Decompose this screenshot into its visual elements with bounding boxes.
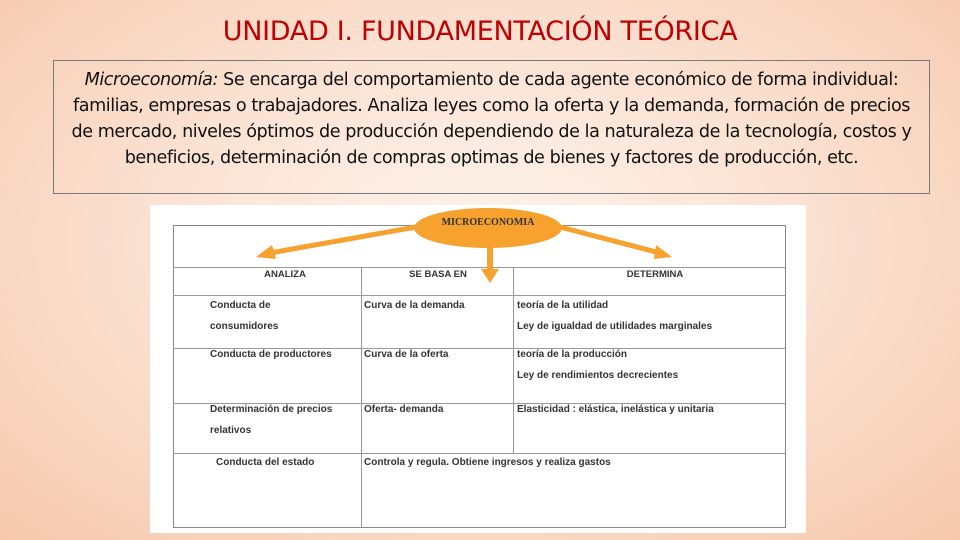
cell-se-basa-en: Controla y regula. Obtiene ingresos y realiza gastos: [364, 457, 611, 468]
cell-analiza: Conducta de productores: [210, 349, 332, 360]
cell-determina: teoría de la producción: [517, 349, 628, 360]
cell-analiza: Determinación de precios: [210, 404, 333, 415]
cell-analiza: Conducta del estado: [216, 457, 315, 468]
cell-analiza: Conducta de: [210, 300, 271, 311]
header-determina: DETERMINA: [626, 269, 684, 280]
header-se-basa-en: SE BASA EN: [409, 269, 467, 280]
cell-determina: Ley de igualdad de utilidades marginales: [517, 321, 713, 332]
arrows-graphic: [150, 205, 806, 533]
cell-se-basa-en: Curva de la oferta: [364, 349, 449, 360]
cell-determina: Ley de rendimientos decrecientes: [517, 370, 679, 381]
cell-se-basa-en: Oferta- demanda: [364, 404, 444, 415]
definition-box: [53, 60, 930, 194]
cell-analiza: relativos: [210, 425, 252, 436]
microeconomia-label: MICROECONOMIA: [441, 217, 535, 228]
slide-title: UNIDAD I. FUNDAMENTACIÓN TEÓRICA: [222, 16, 738, 47]
header-analiza: ANALIZA: [264, 269, 306, 280]
definition-text: Se encarga del comportamiento de cada agente económico de forma individual: familias, empresas o trabajadores. Analiza leyes como la oferta y la demanda, formación de precios de mercado, niveles óptimos de producción dependiendo de la naturaleza de la tecnología, costos y beneficios, determinación de compras optimas de bienes y factores de producción, etc.: [71, 70, 912, 168]
cell-determina: Elasticidad : elástica, inelástica y unitaria: [517, 404, 714, 415]
definition-term: Microeconomía:: [84, 70, 218, 90]
cell-determina: teoría de la utilidad: [517, 300, 609, 311]
cell-se-basa-en: Curva de la demanda: [364, 300, 465, 311]
cell-analiza: consumidores: [210, 321, 279, 332]
microeconomics-diagram: [150, 205, 806, 533]
